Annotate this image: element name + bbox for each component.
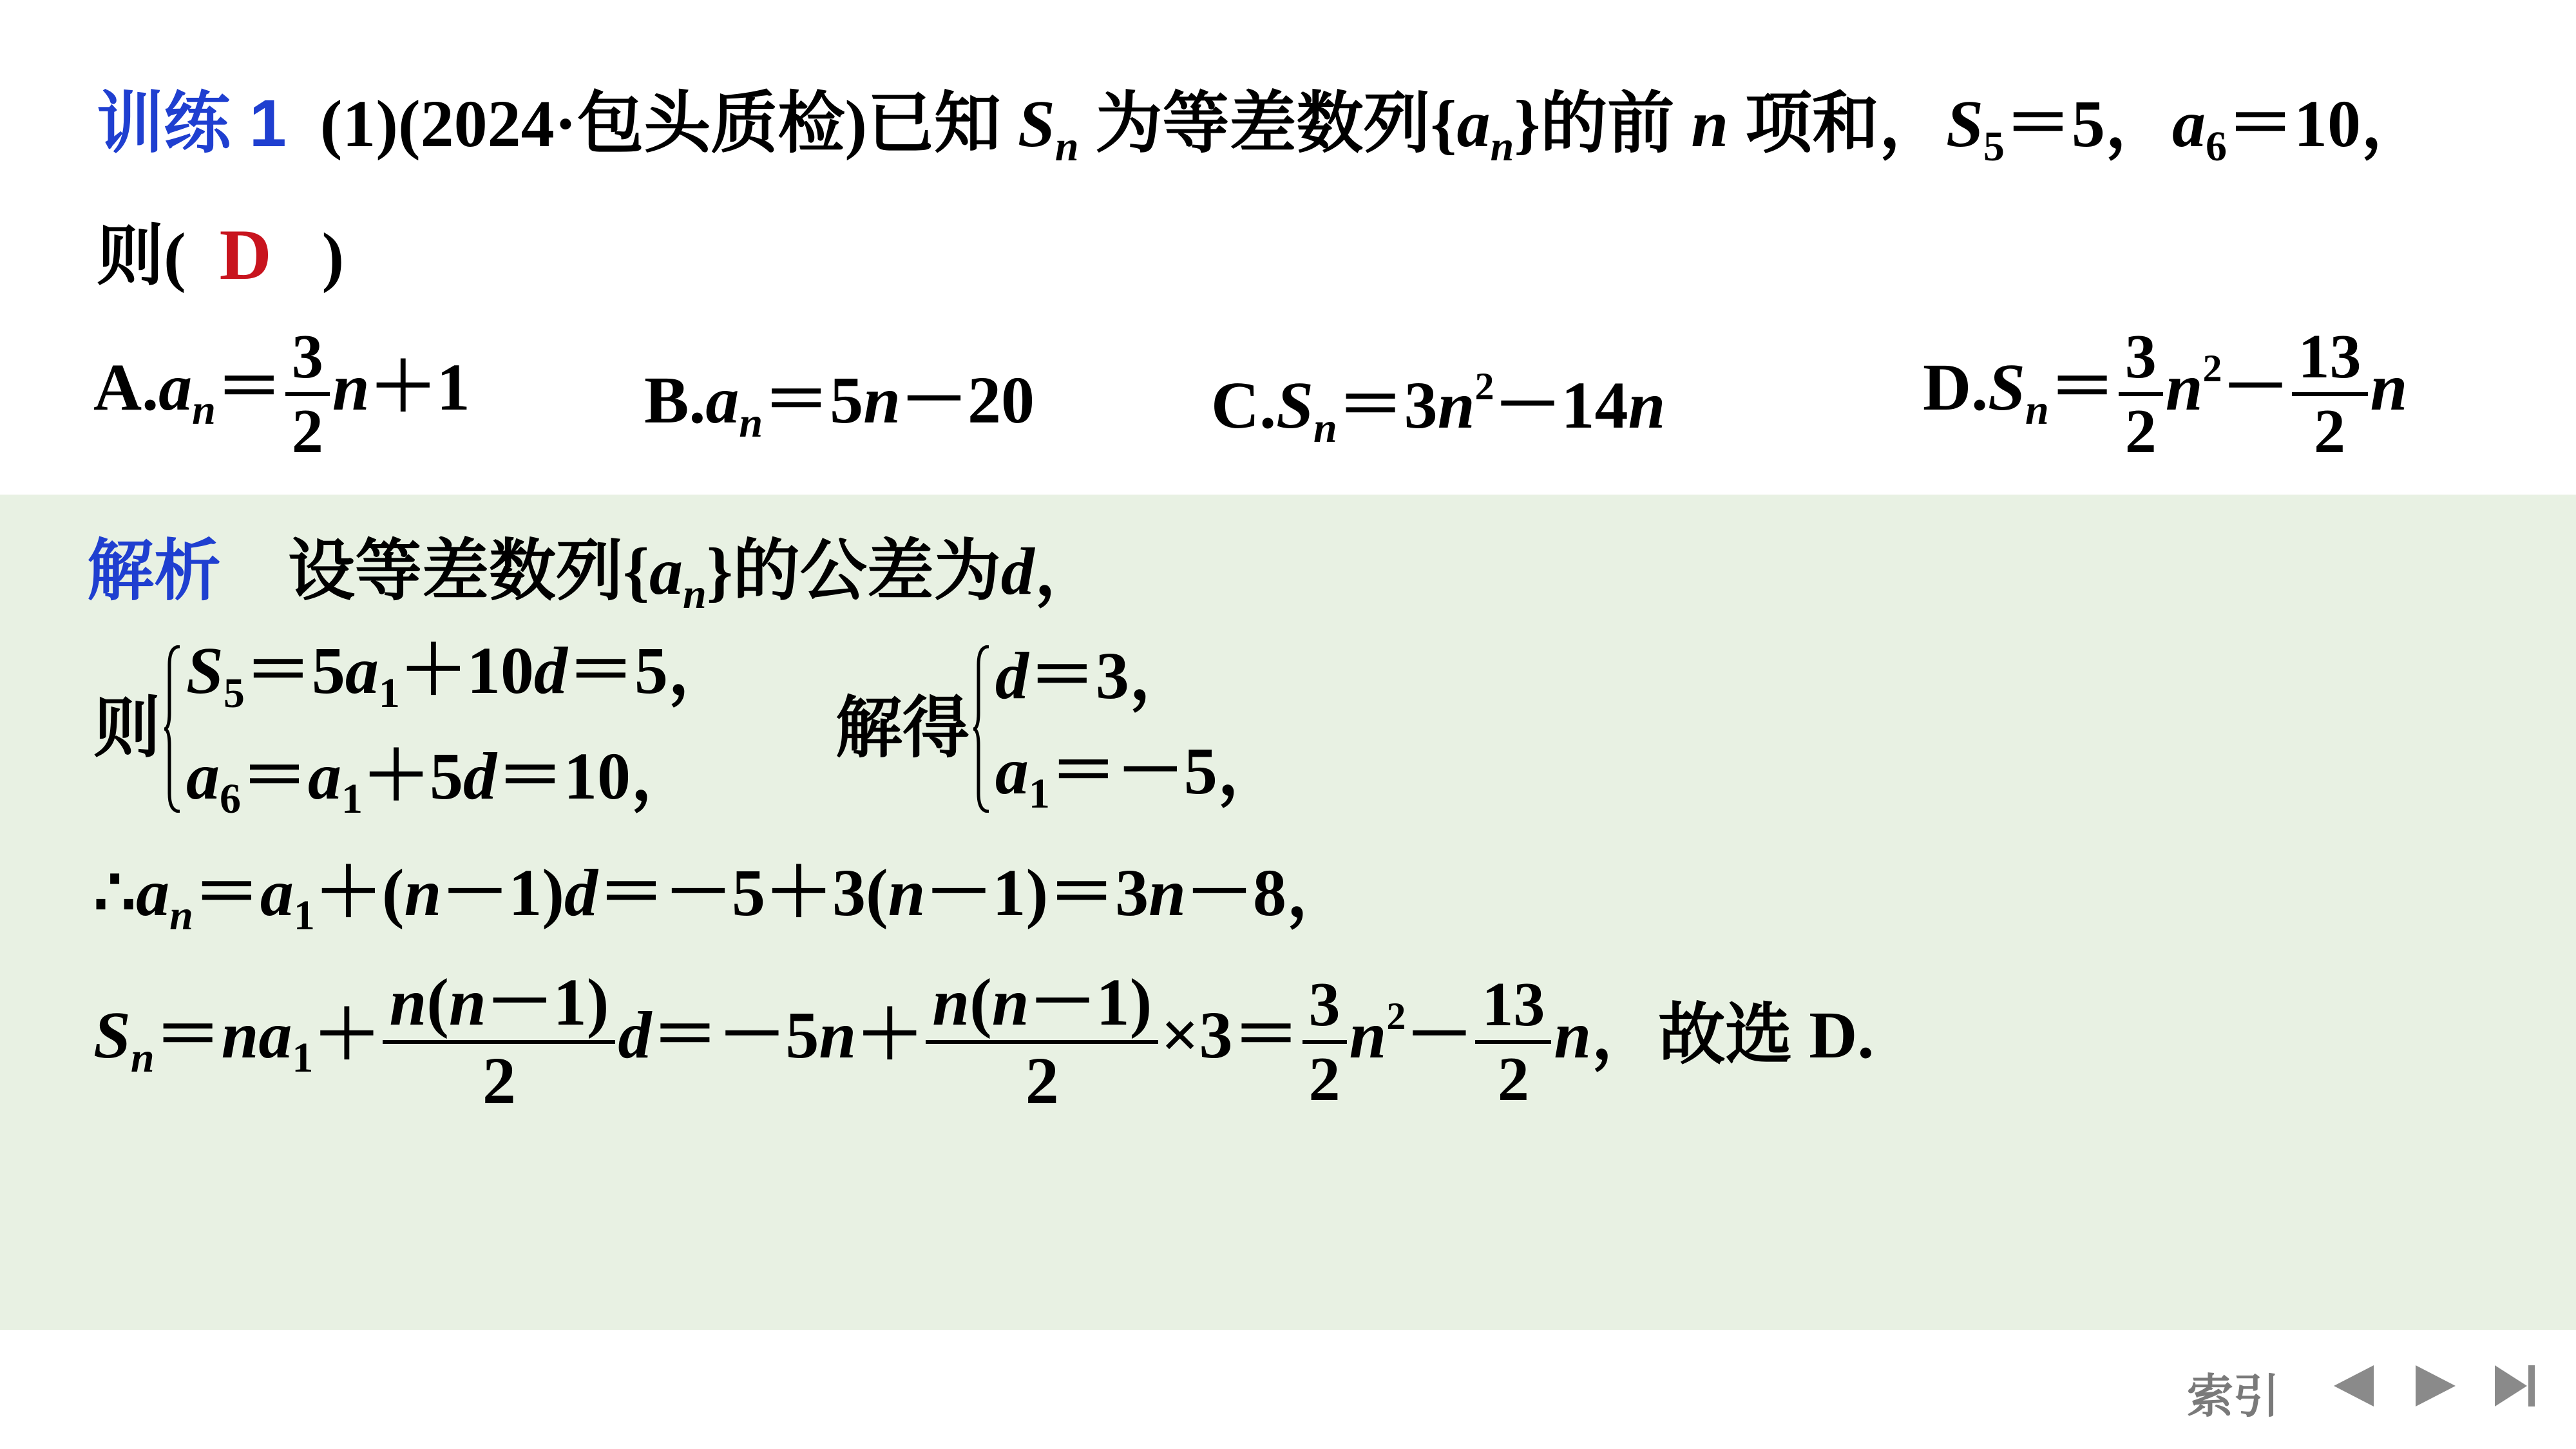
solution-2: $a_1=-5$， — [995, 734, 1284, 817]
analysis-line-3: $\therefore a_n=a_1+(n-1)d=-5+3(n-1)=3n-8$， — [93, 856, 1354, 939]
option-a[interactable]: $A.a_n=$ $\frac{3}{2}$ n＋1 — [93, 322, 470, 466]
equation-1: $S_5=5a_1+10d=5$， — [186, 634, 735, 717]
analysis-line-4: $S_n=na_1+$ $\frac{n(n-1)}{2}$ d＝－5n＋ $\frac{n(n-1)}{2}$ ×3＝ $\frac{3}{2}$ $n^2-$ $\frac{13}{2}$ n，故选 D. — [93, 965, 1875, 1118]
left-brace — [973, 645, 990, 813]
triangle-left-icon — [2329, 1360, 2380, 1412]
question-title: 训练 1 — [97, 86, 287, 161]
question-line-1 — [97, 86, 2428, 170]
option-c[interactable]: $C.S_n=3n^2-14n$ — [1211, 365, 1666, 451]
last-page-button[interactable] — [2490, 1360, 2541, 1412]
index-link[interactable]: 索引 — [2187, 1369, 2280, 1423]
solution-1: d＝3， — [995, 639, 1196, 713]
triangle-right-icon — [2409, 1360, 2461, 1412]
fraction: $\frac{13}{2}$ — [2292, 325, 2368, 463]
next-page-button[interactable] — [2409, 1360, 2461, 1412]
fraction: $\frac{n(n-1)}{2}$ — [926, 969, 1158, 1115]
question-line-2: 则( D ) — [97, 215, 345, 295]
skip-end-icon — [2490, 1360, 2541, 1412]
equation-2: $a_6=a_1+5d=10$， — [186, 739, 698, 822]
fraction: $\frac{3}{2}$ — [2119, 325, 2163, 463]
analysis-line-1: 解析 设等差数列$\{a_n\}$的公差为d， — [87, 534, 1102, 618]
answer-choice: D — [219, 215, 272, 295]
fraction: $\frac{n(n-1)}{2}$ — [383, 969, 615, 1115]
analysis-system: 则 $S_5=5a_1+10d=5$， $a_6=a_1+5d=10$， 解得 d＝3， $a_1=-5$， — [93, 634, 1284, 822]
prev-page-button[interactable] — [2329, 1360, 2380, 1412]
left-brace — [164, 645, 181, 813]
option-d[interactable]: $D.S_n=$ $\frac{3}{2}$ $n^2-$ $\frac{13}{2}$ n — [1923, 322, 2408, 466]
fraction: $\frac{3}{2}$ — [285, 325, 330, 463]
analysis-title: 解析 — [87, 534, 222, 609]
fraction: $\frac{13}{2}$ — [1475, 973, 1551, 1111]
fraction: $\frac{3}{2}$ — [1302, 973, 1347, 1111]
question-stem: (1)(2024·包头质检)已知 $S_n$ 为等差数列$\{a_n\}$的前 n 项和，$S_5=5$，$a_6=10$， — [320, 87, 2428, 170]
option-b[interactable]: $B.a_n=5n-20$ — [644, 363, 1035, 446]
